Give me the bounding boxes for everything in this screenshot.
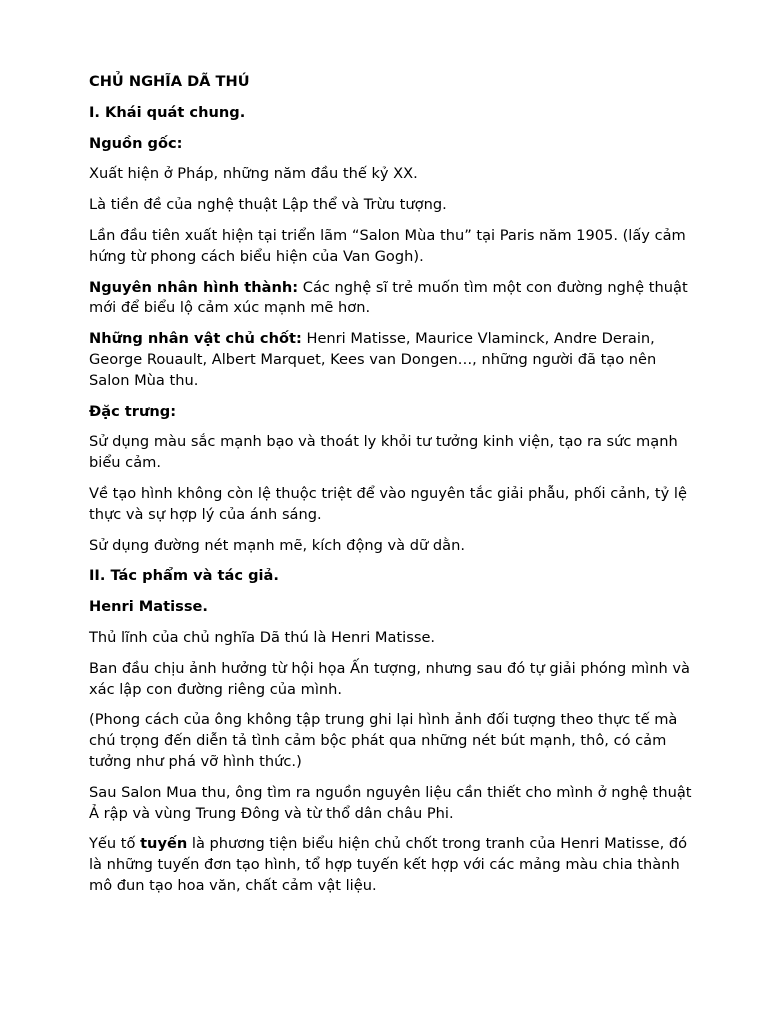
cause-label: Nguyên nhân hình thành: [89, 278, 299, 296]
paragraph-features-2: Về tạo hình không còn lệ thuộc triệt để vào nguyên tắc giải phẫu, phối cảnh, tỷ lệ thực và sự hợp lý của ánh sáng. [89, 484, 687, 523]
section-heading-works: II. Tác phẩm và tác giả. [89, 567, 279, 585]
key-figures-text: Henri Matisse, Maurice Vlaminck, Andre Derain, George Rouault, Albert Marquet, Kees van Dongen…, những người đã tạo nên Salon Mùa thu. [89, 330, 657, 389]
paragraph-features-3: Sử dụng đường nét mạnh mẽ, kích động và dữ dằn. [89, 536, 465, 554]
subheading-features: Đặc trưng: [89, 402, 177, 420]
document-title: CHỦ NGHĨA DÃ THÚ [89, 73, 250, 90]
paragraph-origin-1: Xuất hiện ở Pháp, những năm đầu thế kỷ XX. [89, 165, 418, 183]
paragraph-key-figures [89, 329, 699, 391]
section-heading-overview: I. Khái quát chung. [89, 103, 246, 121]
line-element-intro: Yếu tố [89, 835, 141, 853]
paragraph-origin-3: Lần đầu tiên xuất hiện tại triển lãm “Salon Mùa thu” tại Paris năm 1905. (lấy cảm hứng từ phong cách biểu hiện của Van Gogh). [89, 226, 686, 265]
paragraph-artist-1: Thủ lĩnh của chủ nghĩa Dã thú là Henri Matisse. [89, 628, 436, 646]
paragraph-artist-4: Sau Salon Mua thu, ông tìm ra nguồn nguyên liệu cần thiết cho mình ở nghệ thuật Ả rập và vùng Trung Đông và từ thổ dân châu Phi. [89, 783, 692, 822]
paragraph-features-1: Sử dụng màu sắc mạnh bạo và thoát ly khỏi tư tưởng kinh viện, tạo ra sức mạnh biểu cảm. [89, 433, 678, 472]
paragraph-origin-2: Là tiền đề của nghệ thuật Lập thể và Trừu tượng. [89, 196, 447, 214]
line-element-text: là phương tiện biểu hiện chủ chốt trong tranh của Henri Matisse, đó là những tuyến đơn tạo hình, tổ hợp tuyến kết hợp với các mảng màu chia thành mô đun tạo hoa văn, chất cảm vật liệu. [89, 835, 688, 894]
paragraph-artist-2: Ban đầu chịu ảnh hưởng từ hội họa Ấn tượng, nhưng sau đó tự giải phóng mình và xác lập con đường riêng của mình. [89, 659, 690, 698]
paragraph-cause [89, 278, 699, 320]
cause-text: Các nghệ sĩ trẻ muốn tìm một con đường nghệ thuật mới để biểu lộ cảm xúc mạnh mẽ hơn. [89, 278, 688, 317]
paragraph-artist-3: (Phong cách của ông không tập trung ghi lại hình ảnh đối tượng theo thực tế mà chú trọng đến diễn tả tình cảm bộc phát qua những nét bút mạnh, thô, có cảm tưởng như phá vỡ hình thức.) [89, 711, 678, 770]
key-figures-label: Những nhân vật chủ chốt: [89, 330, 302, 348]
line-element-term: tuyến [140, 835, 188, 853]
subheading-origin: Nguồn gốc: [89, 134, 183, 152]
document-page [89, 72, 699, 907]
paragraph-artist-5 [89, 834, 699, 896]
subheading-artist: Henri Matisse. [89, 598, 208, 616]
